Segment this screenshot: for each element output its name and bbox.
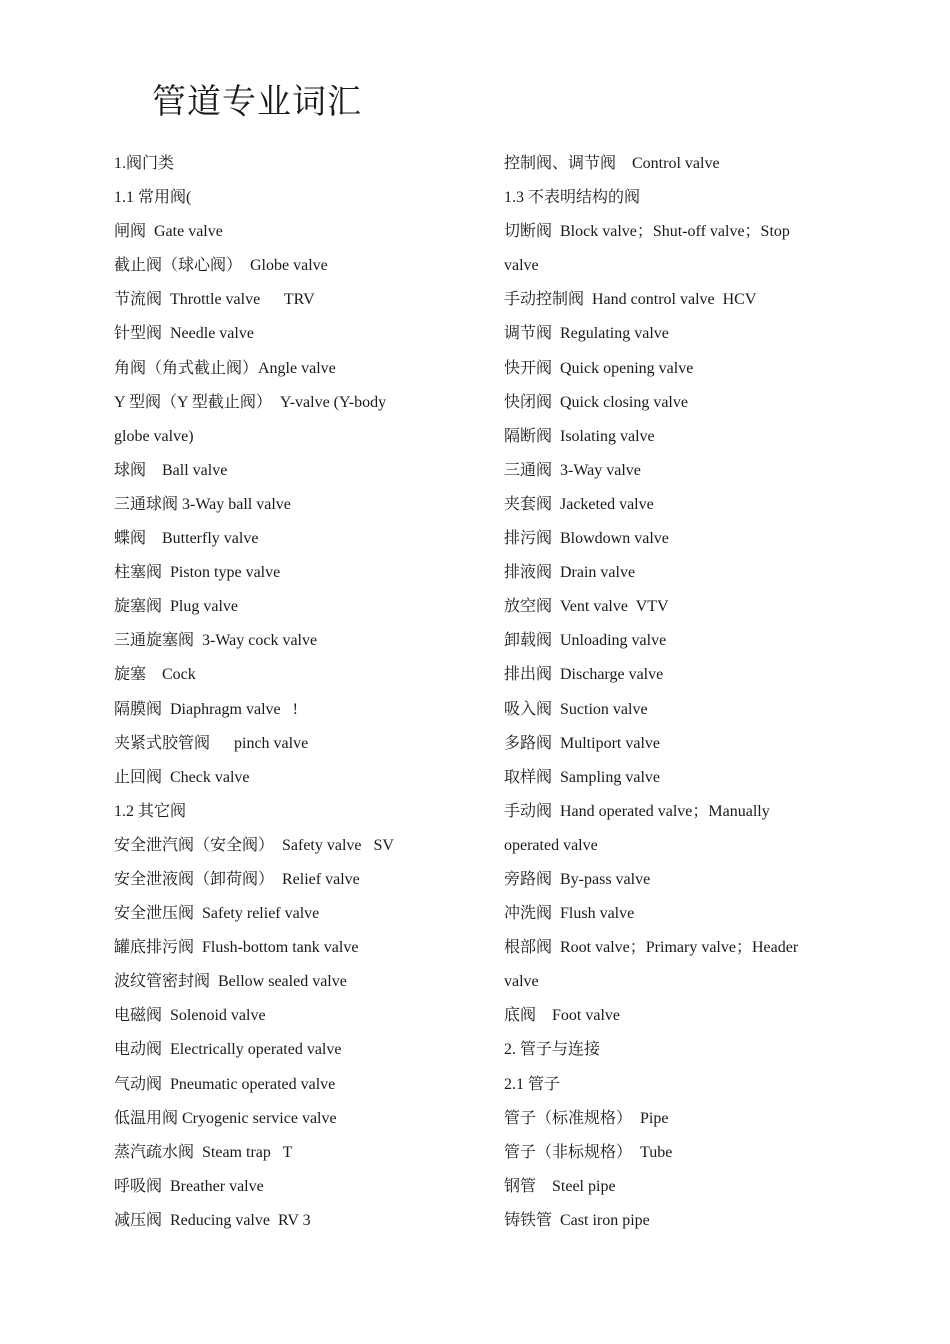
vocab-line: 根部阀 Root valve；Primary valve；Header [504,939,799,957]
vocab-line: 2.1 管子 [504,1075,561,1093]
vocab-line: 2. 管子与连接 [504,1041,601,1059]
vocab-line: 夹套阀 Jacketed valve [504,495,654,513]
vocab-line: 控制阀、调节阀 Control valve [504,155,720,172]
vocab-line: 安全泄液阀（卸荷阀） Relief valve [114,870,360,888]
vocab-line: 铸铁管 Cast iron pipe [504,1211,650,1229]
vocab-line: 多路阀 Multiport valve [504,734,660,752]
vocab-line: 截止阀（球心阀） Globe valve [114,257,328,275]
vocab-line: 快闭阀 Quick closing valve [504,393,688,411]
vocab-line: 角阀（角式截止阀）Angle valve [114,359,336,377]
vocab-line: 吸入阀 Suction valve [504,700,648,718]
vocab-line: 三通阀 3-Way valve [504,461,641,479]
vocab-line: operated valve [504,836,598,854]
vocab-line: 底阀 Foot valve [504,1007,620,1025]
vocab-line: 放空阀 Vent valve VTV [504,598,669,616]
right-column [504,147,844,1238]
vocab-line: 卸载阀 Unloading valve [504,632,667,650]
vocab-line: 三通旋塞阀 3-Way cock valve [114,632,318,650]
vocab-line: 1.2 其它阀 [114,802,187,820]
vocab-line: 冲洗阀 Flush valve [504,905,635,923]
page-title: 管道专业词汇 [152,84,362,121]
vocab-line: 旋塞 Cock [114,666,196,684]
vocab-line: 安全泄汽阀（安全阀） Safety valve SV [114,836,394,854]
vocab-line: 旋塞阀 Plug valve [114,598,238,616]
vocab-line: 节流阀 Throttle valve TRV [114,291,315,309]
vocab-line: 钢管 Steel pipe [504,1177,616,1195]
vocab-line: 呼吸阀 Breather valve [114,1177,264,1195]
vocab-line: 球阀 Ball valve [114,461,228,479]
vocab-line: 旁路阀 By-pass valve [504,870,651,888]
vocab-line: valve [504,973,539,991]
vocab-line: 气动阀 Pneumatic operated valve [114,1075,336,1093]
vocab-line: 手动控制阀 Hand control valve HCV [504,291,757,309]
vocab-line: 针型阀 Needle valve [114,325,254,343]
vocab-line: 排出阀 Discharge valve [504,666,664,684]
vocab-line: 排液阀 Drain valve [504,564,636,582]
vocab-line: 排污阀 Blowdown valve [504,530,669,548]
vocab-line: globe valve) [114,427,194,445]
vocab-line: 夹紧式胶管阀 pinch valve [114,734,309,752]
vocab-line: Y 型阀（Y 型截止阀） Y-valve (Y-body [114,393,387,411]
vocab-line: 隔膜阀 Diaphragm valve ! [114,700,298,718]
left-column [114,147,484,1238]
vocab-line: 波纹管密封阀 Bellow sealed valve [114,973,347,991]
vocab-line: valve [504,257,539,275]
vocab-line: 手动阀 Hand operated valve；Manually [504,802,770,820]
vocab-line: 管子（非标规格） Tube [504,1143,673,1161]
vocab-line: 调节阀 Regulating valve [504,325,669,343]
vocab-line: 取样阀 Sampling valve [504,768,660,786]
vocab-line: 闸阀 Gate valve [114,223,223,241]
vocab-line: 三通球阀 3-Way ball valve [114,495,291,513]
vocab-line: 隔断阀 Isolating valve [504,427,655,445]
vocab-line: 1.1 常用阀( [114,189,192,207]
vocab-line: 减压阀 Reducing valve RV 3 [114,1211,311,1229]
vocab-line: 快开阀 Quick opening valve [504,359,694,377]
vocab-line: 切断阀 Block valve；Shut-off valve；Stop [504,223,790,241]
vocab-line: 安全泄压阀 Safety relief valve [114,905,320,923]
vocab-line: 罐底排污阀 Flush-bottom tank valve [114,939,359,957]
vocab-line: 蝶阀 Butterfly valve [114,530,259,548]
vocab-line: 1.阀门类 [114,155,175,172]
vocab-line: 管子（标准规格） Pipe [504,1109,669,1127]
vocab-line: 止回阀 Check valve [114,768,250,786]
vocab-line: 柱塞阀 Piston type valve [114,564,281,582]
vocab-line: 电磁阀 Solenoid valve [114,1007,266,1025]
vocab-line: 1.3 不表明结构的阀 [504,189,641,207]
vocab-line: 蒸汽疏水阀 Steam trap T [114,1143,293,1161]
vocab-line: 低温用阀 Cryogenic service valve [114,1109,337,1127]
vocab-line: 电动阀 Electrically operated valve [114,1041,342,1059]
